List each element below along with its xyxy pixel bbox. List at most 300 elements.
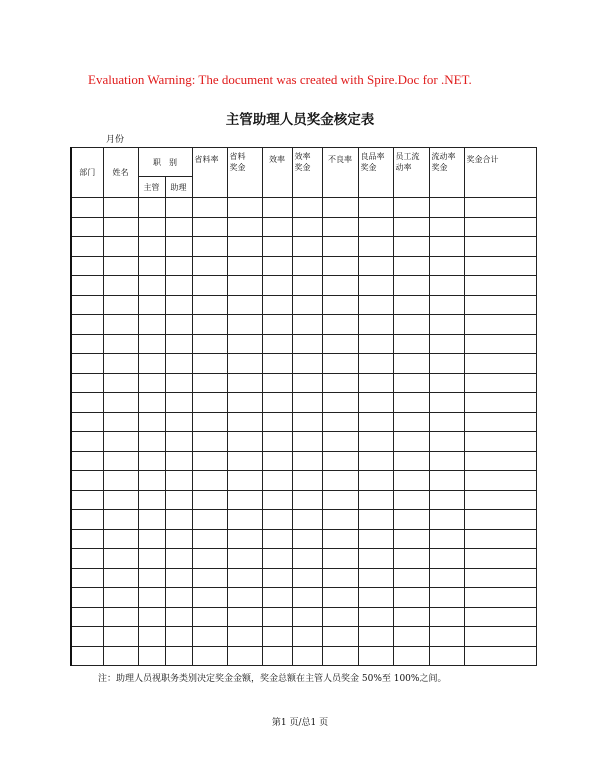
table-cell	[358, 510, 393, 530]
table-row	[71, 217, 536, 237]
table-cell	[165, 276, 192, 296]
table-cell	[358, 412, 393, 432]
table-cell	[262, 588, 292, 608]
table-cell	[71, 471, 103, 491]
table-cell	[71, 510, 103, 530]
table-cell	[292, 198, 322, 218]
table-cell	[71, 432, 103, 452]
table-cell	[138, 217, 165, 237]
table-cell	[393, 568, 429, 588]
table-cell	[429, 295, 464, 315]
table-cell	[464, 315, 536, 335]
table-cell	[262, 256, 292, 276]
table-row	[71, 432, 536, 452]
table-cell	[429, 334, 464, 354]
table-cell	[165, 334, 192, 354]
table-cell	[429, 276, 464, 296]
table-cell	[393, 373, 429, 393]
table-cell	[192, 334, 227, 354]
table-cell	[165, 393, 192, 413]
table-cell	[138, 451, 165, 471]
table-cell	[103, 256, 138, 276]
table-cell	[103, 510, 138, 530]
table-cell	[358, 295, 393, 315]
table-cell	[103, 588, 138, 608]
table-cell	[262, 393, 292, 413]
table-cell	[322, 607, 358, 627]
page-title: 主管助理人员奖金核定表	[225, 112, 375, 128]
table-cell	[464, 588, 536, 608]
table-cell	[192, 198, 227, 218]
table-cell	[358, 549, 393, 569]
table-cell	[322, 510, 358, 530]
table-cell	[165, 256, 192, 276]
table-cell	[165, 315, 192, 335]
header-turnover-bonus: 流动率 奖金	[429, 148, 464, 198]
table-cell	[393, 276, 429, 296]
table-cell	[429, 373, 464, 393]
table-cell	[71, 393, 103, 413]
table-cell	[227, 315, 262, 335]
table-cell	[464, 412, 536, 432]
table-cell	[165, 354, 192, 374]
table-cell	[464, 549, 536, 569]
table-cell	[464, 646, 536, 666]
table-cell	[393, 471, 429, 491]
table-cell	[464, 354, 536, 374]
table-cell	[358, 354, 393, 374]
table-cell	[322, 295, 358, 315]
table-cell	[393, 256, 429, 276]
table-row	[71, 315, 536, 335]
table-cell	[71, 529, 103, 549]
table-cell	[322, 627, 358, 647]
table-cell	[358, 198, 393, 218]
table-cell	[262, 471, 292, 491]
table-cell	[322, 646, 358, 666]
table-cell	[227, 276, 262, 296]
table-cell	[138, 627, 165, 647]
table-cell	[71, 568, 103, 588]
table-row	[71, 354, 536, 374]
table-cell	[138, 237, 165, 257]
table-cell	[429, 471, 464, 491]
table-cell	[292, 256, 322, 276]
table-cell	[393, 549, 429, 569]
table-cell	[292, 373, 322, 393]
table-cell	[292, 217, 322, 237]
table-cell	[393, 451, 429, 471]
table-cell	[103, 529, 138, 549]
table-cell	[292, 607, 322, 627]
header-defect-rate: 不良率	[322, 148, 358, 198]
table-cell	[138, 588, 165, 608]
header-dept: 部门	[71, 148, 103, 198]
table-row	[71, 510, 536, 530]
table-cell	[103, 354, 138, 374]
header-save-bonus: 省料 奖金	[227, 148, 262, 198]
table-cell	[227, 451, 262, 471]
table-cell	[429, 568, 464, 588]
table-cell	[262, 373, 292, 393]
bonus-table	[70, 147, 537, 666]
table-cell	[292, 490, 322, 510]
table-cell	[103, 568, 138, 588]
table-cell	[165, 373, 192, 393]
table-cell	[464, 451, 536, 471]
table-cell	[429, 217, 464, 237]
table-cell	[464, 471, 536, 491]
table-cell	[138, 198, 165, 218]
table-cell	[292, 588, 322, 608]
table-cell	[103, 237, 138, 257]
table-cell	[393, 607, 429, 627]
table-cell	[322, 471, 358, 491]
table-cell	[192, 490, 227, 510]
table-cell	[464, 373, 536, 393]
table-cell	[262, 412, 292, 432]
table-row	[71, 451, 536, 471]
table-cell	[103, 432, 138, 452]
table-row	[71, 276, 536, 296]
table-cell	[429, 627, 464, 647]
table-cell	[192, 315, 227, 335]
table-cell	[358, 334, 393, 354]
table-cell	[429, 549, 464, 569]
table-cell	[393, 217, 429, 237]
header-assistant: 助理	[165, 177, 192, 198]
table-cell	[429, 432, 464, 452]
table-cell	[227, 373, 262, 393]
table-cell	[322, 529, 358, 549]
table-cell	[192, 432, 227, 452]
table-cell	[192, 549, 227, 569]
table-cell	[429, 256, 464, 276]
table-cell	[262, 510, 292, 530]
table-cell	[429, 607, 464, 627]
table-cell	[464, 432, 536, 452]
table-cell	[165, 237, 192, 257]
table-cell	[429, 354, 464, 374]
table-cell	[464, 393, 536, 413]
table-cell	[192, 412, 227, 432]
table-row	[71, 334, 536, 354]
table-row	[71, 295, 536, 315]
table-cell	[103, 198, 138, 218]
table-cell	[165, 588, 192, 608]
table-cell	[262, 237, 292, 257]
table-cell	[464, 510, 536, 530]
table-cell	[429, 529, 464, 549]
table-cell	[393, 490, 429, 510]
table-cell	[262, 549, 292, 569]
table-cell	[464, 217, 536, 237]
table-cell	[262, 529, 292, 549]
table-cell	[192, 451, 227, 471]
month-label: 月份	[106, 135, 125, 145]
header-supervisor: 主管	[138, 177, 165, 198]
table-cell	[358, 256, 393, 276]
table-cell	[227, 198, 262, 218]
page-footer: 第1 页/总1 页	[271, 718, 329, 728]
table-cell	[71, 334, 103, 354]
table-cell	[138, 315, 165, 335]
table-cell	[227, 646, 262, 666]
table-cell	[393, 334, 429, 354]
table-cell	[71, 490, 103, 510]
table-cell	[192, 510, 227, 530]
table-cell	[165, 217, 192, 237]
table-cell	[71, 237, 103, 257]
header-efficiency-bonus: 效率 奖金	[292, 148, 322, 198]
table-cell	[464, 490, 536, 510]
table-cell	[103, 607, 138, 627]
table-cell	[322, 549, 358, 569]
table-cell	[192, 627, 227, 647]
table-cell	[103, 334, 138, 354]
table-cell	[138, 471, 165, 491]
table-row	[71, 568, 536, 588]
table-cell	[322, 393, 358, 413]
table-cell	[262, 334, 292, 354]
table-cell	[322, 451, 358, 471]
table-cell	[292, 237, 322, 257]
table-cell	[71, 256, 103, 276]
table-cell	[292, 276, 322, 296]
evaluation-warning: Evaluation Warning: The document was created with Spire.Doc for .NET.	[88, 72, 472, 87]
table-cell	[292, 334, 322, 354]
table-cell	[358, 646, 393, 666]
table-cell	[464, 276, 536, 296]
table-cell	[262, 315, 292, 335]
table-cell	[138, 373, 165, 393]
table-cell	[165, 451, 192, 471]
table-row	[71, 393, 536, 413]
table-cell	[227, 549, 262, 569]
table-cell	[429, 510, 464, 530]
table-cell	[322, 237, 358, 257]
table-cell	[227, 627, 262, 647]
table-cell	[192, 295, 227, 315]
table-cell	[322, 276, 358, 296]
table-cell	[227, 256, 262, 276]
table-cell	[262, 646, 292, 666]
table-cell	[103, 217, 138, 237]
table-cell	[393, 315, 429, 335]
table-cell	[464, 237, 536, 257]
table-cell	[322, 256, 358, 276]
table-cell	[358, 237, 393, 257]
table-cell	[227, 334, 262, 354]
table-cell	[292, 315, 322, 335]
table-row	[71, 198, 536, 218]
table-cell	[138, 276, 165, 296]
table-cell	[192, 237, 227, 257]
table-cell	[429, 315, 464, 335]
table-cell	[138, 549, 165, 569]
table-cell	[165, 432, 192, 452]
table-cell	[165, 549, 192, 569]
table-cell	[103, 412, 138, 432]
table-cell	[393, 646, 429, 666]
table-cell	[227, 217, 262, 237]
table-cell	[322, 315, 358, 335]
table-cell	[322, 588, 358, 608]
table-cell	[103, 276, 138, 296]
table-cell	[227, 237, 262, 257]
table-cell	[393, 412, 429, 432]
table-cell	[358, 217, 393, 237]
table-cell	[358, 393, 393, 413]
table-cell	[192, 276, 227, 296]
table-cell	[262, 295, 292, 315]
table-cell	[103, 646, 138, 666]
table-cell	[292, 646, 322, 666]
table-cell	[192, 646, 227, 666]
table-cell	[71, 217, 103, 237]
table-row	[71, 529, 536, 549]
table-cell	[358, 315, 393, 335]
table-cell	[393, 432, 429, 452]
table-cell	[292, 393, 322, 413]
table-cell	[262, 490, 292, 510]
table-cell	[138, 393, 165, 413]
table-cell	[192, 471, 227, 491]
table-row	[71, 549, 536, 569]
table-cell	[322, 198, 358, 218]
table-cell	[165, 471, 192, 491]
table-cell	[138, 432, 165, 452]
header-quality-bonus: 良品率 奖金	[358, 148, 393, 198]
table-cell	[393, 237, 429, 257]
table-cell	[322, 354, 358, 374]
table-cell	[227, 568, 262, 588]
table-cell	[292, 568, 322, 588]
table-row	[71, 646, 536, 666]
table-cell	[138, 646, 165, 666]
table-cell	[358, 568, 393, 588]
table-cell	[322, 412, 358, 432]
table-cell	[71, 315, 103, 335]
table-cell	[192, 568, 227, 588]
table-cell	[464, 568, 536, 588]
table-cell	[429, 198, 464, 218]
table-cell	[138, 529, 165, 549]
table-cell	[292, 432, 322, 452]
table-cell	[464, 334, 536, 354]
table-cell	[322, 490, 358, 510]
table-cell	[358, 451, 393, 471]
header-save-rate: 省料率	[192, 148, 227, 198]
table-cell	[165, 198, 192, 218]
table-cell	[227, 510, 262, 530]
table-cell	[262, 354, 292, 374]
table-cell	[227, 412, 262, 432]
header-efficiency: 效率	[262, 148, 292, 198]
table-cell	[71, 198, 103, 218]
table-cell	[138, 490, 165, 510]
table-cell	[292, 451, 322, 471]
footnote: 注：助理人员视职务类别决定奖金金额，奖金总额在主管人员奖金 50%至 100%之间。	[98, 674, 447, 684]
table-cell	[464, 295, 536, 315]
table-cell	[393, 295, 429, 315]
table-cell	[103, 393, 138, 413]
table-cell	[322, 217, 358, 237]
table-cell	[227, 529, 262, 549]
table-cell	[262, 451, 292, 471]
table-cell	[71, 354, 103, 374]
table-cell	[464, 529, 536, 549]
table-cell	[138, 334, 165, 354]
table-cell	[393, 627, 429, 647]
table-cell	[429, 451, 464, 471]
table-cell	[393, 510, 429, 530]
table-cell	[358, 276, 393, 296]
table-cell	[103, 373, 138, 393]
table-cell	[103, 627, 138, 647]
table-cell	[192, 607, 227, 627]
table-cell	[429, 588, 464, 608]
table-cell	[71, 646, 103, 666]
table-cell	[262, 607, 292, 627]
table-cell	[227, 393, 262, 413]
table-row	[71, 588, 536, 608]
table-cell	[464, 607, 536, 627]
table-cell	[358, 432, 393, 452]
table-cell	[227, 432, 262, 452]
table-cell	[165, 627, 192, 647]
table-cell	[227, 295, 262, 315]
table-cell	[227, 588, 262, 608]
table-cell	[165, 490, 192, 510]
table-cell	[429, 490, 464, 510]
table-cell	[292, 549, 322, 569]
table-cell	[292, 529, 322, 549]
table-cell	[165, 510, 192, 530]
table-cell	[262, 627, 292, 647]
table-cell	[393, 529, 429, 549]
table-cell	[165, 412, 192, 432]
table-cell	[138, 256, 165, 276]
table-cell	[262, 432, 292, 452]
table-cell	[429, 412, 464, 432]
table-cell	[165, 568, 192, 588]
table-cell	[262, 568, 292, 588]
table-cell	[358, 627, 393, 647]
table-cell	[322, 334, 358, 354]
table-cell	[292, 354, 322, 374]
table-cell	[262, 217, 292, 237]
table-cell	[322, 568, 358, 588]
table-cell	[138, 295, 165, 315]
table-cell	[393, 393, 429, 413]
table-cell	[71, 588, 103, 608]
table-cell	[71, 373, 103, 393]
table-row	[71, 627, 536, 647]
table-cell	[358, 471, 393, 491]
table-cell	[103, 490, 138, 510]
table-cell	[358, 490, 393, 510]
table-cell	[227, 490, 262, 510]
table-cell	[165, 646, 192, 666]
table-cell	[71, 412, 103, 432]
table-cell	[103, 549, 138, 569]
table-cell	[103, 471, 138, 491]
table-cell	[71, 607, 103, 627]
table-row	[71, 373, 536, 393]
table-row	[71, 471, 536, 491]
table-cell	[138, 568, 165, 588]
